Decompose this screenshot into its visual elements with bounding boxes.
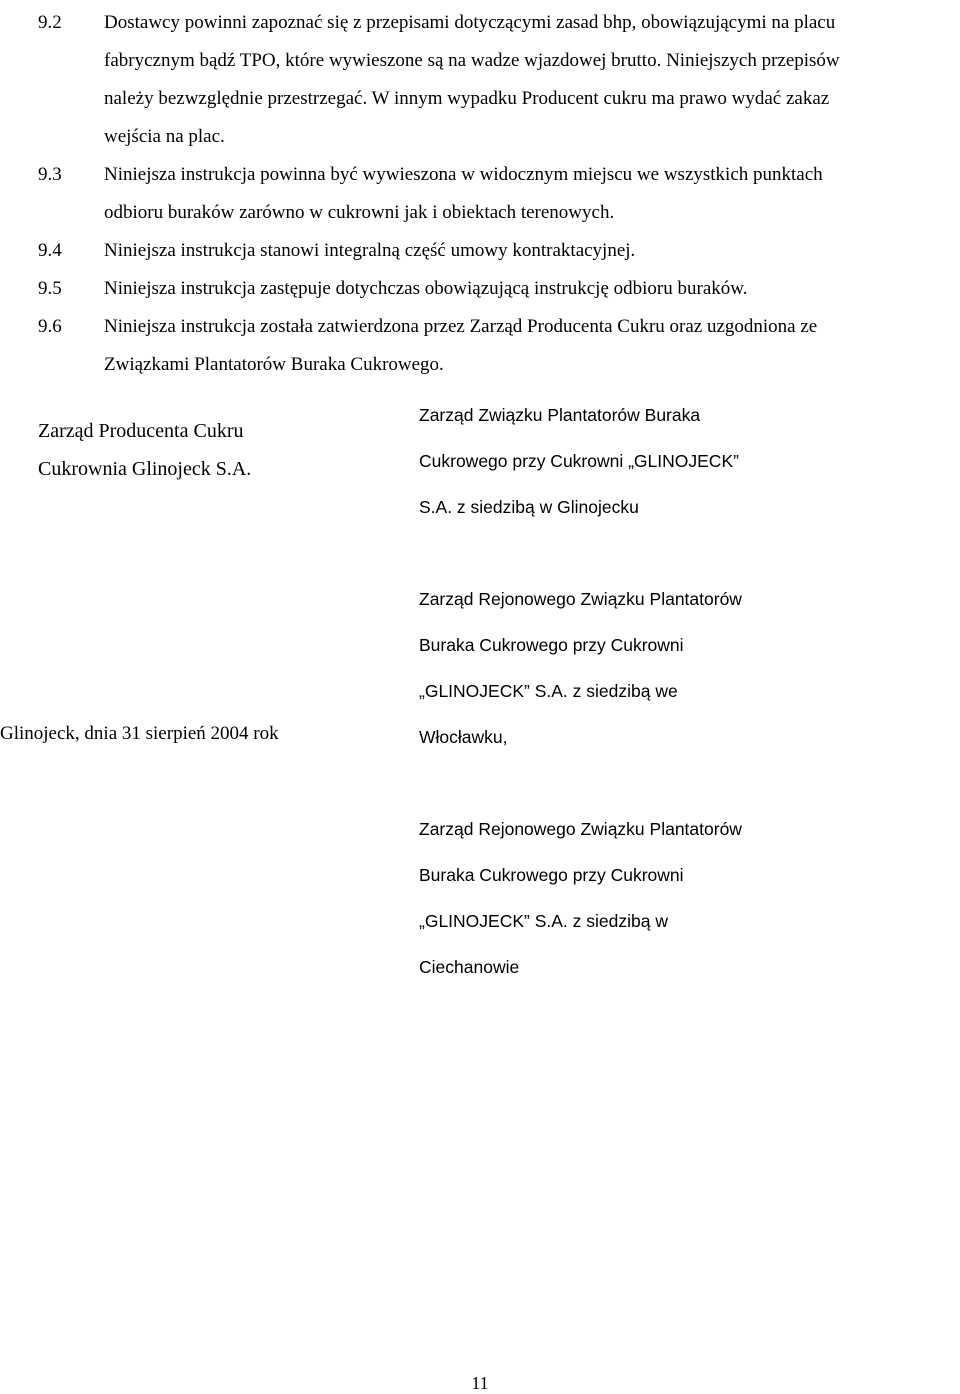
clause-9-2 (38, 4, 960, 156)
planters-union-wloclawek (419, 565, 839, 772)
signature-line: Cukrowego przy Cukrowni „GLINOJECK” (419, 451, 739, 471)
clause-line: fabrycznym bądź TPO, które wywieszone są na wadze wjazdowej brutto. Niniejszych przepisów (104, 50, 840, 71)
clause-number: 9.6 (38, 316, 62, 337)
clause-line: Niniejsza instrukcja została zatwierdzona przez Zarząd Producenta Cukru oraz uzgodniona ze (104, 316, 818, 337)
clause-line: Dostawcy powinni zapoznać się z przepisami dotyczącymi zasad bhp, obowiązującymi na placu (104, 12, 836, 33)
clause-line: Niniejsza instrukcja stanowi integralną część umowy kontraktacyjnej. (104, 240, 636, 261)
signature-line: S.A. z siedzibą w Glinojecku (419, 497, 639, 517)
clause-line: Niniejsza instrukcja powinna być wywieszona w widocznym miejscu we wszystkich punktach (104, 164, 823, 185)
clause-line: odbioru buraków zarówno w cukrowni jak i obiektach terenowych. (104, 202, 615, 223)
clause-9-4 (38, 232, 960, 270)
producer-company-name: Cukrownia Glinojeck S.A. (38, 458, 252, 480)
clause-number: 9.3 (38, 164, 62, 185)
clause-line: wejścia na plac. (104, 126, 225, 147)
signature-line: Włocławku, (419, 727, 508, 747)
clause-line: Niniejsza instrukcja zastępuje dotychczas obowiązującą instrukcję odbioru buraków. (104, 278, 748, 299)
clauses-section (38, 4, 960, 384)
clause-line: należy bezwzględnie przestrzegać. W innym wypadku Producent cukru ma prawo wydać zakaz (104, 88, 830, 109)
clause-9-5 (38, 270, 960, 308)
page-number: 11 (471, 1373, 489, 1393)
producer-board-label: Zarząd Producenta Cukru (38, 420, 244, 442)
signature-line: Buraka Cukrowego przy Cukrowni (419, 865, 684, 885)
signature-line: Buraka Cukrowego przy Cukrowni (419, 635, 684, 655)
clause-9-6 (38, 308, 960, 384)
signature-line: „GLINOJECK” S.A. z siedzibą we (419, 681, 678, 701)
signature-line: Zarząd Rejonowego Związku Plantatorów (419, 819, 742, 839)
clause-text (104, 308, 960, 384)
signature-line: „GLINOJECK” S.A. z siedzibą w (419, 911, 668, 931)
planters-union-ciechanow (419, 795, 839, 1002)
clause-text (104, 270, 960, 308)
clause-text (104, 232, 960, 270)
clause-number: 9.2 (38, 12, 62, 33)
place-and-date: Glinojeck, dnia 31 sierpień 2004 rok (0, 723, 279, 744)
planters-signature-blocks (419, 381, 839, 1002)
clause-text (104, 4, 960, 156)
signature-line: Zarząd Związku Plantatorów Buraka (419, 405, 701, 425)
clause-9-3 (38, 156, 960, 232)
clause-number: 9.4 (38, 240, 62, 261)
signature-line: Ciechanowie (419, 957, 520, 977)
clause-line: Związkami Plantatorów Buraka Cukrowego. (104, 354, 444, 375)
producer-signature-block (38, 412, 251, 488)
planters-union-glinojeck (419, 381, 839, 542)
clause-text (104, 156, 960, 232)
signature-line: Zarząd Rejonowego Związku Plantatorów (419, 589, 742, 609)
clause-number: 9.5 (38, 278, 62, 299)
